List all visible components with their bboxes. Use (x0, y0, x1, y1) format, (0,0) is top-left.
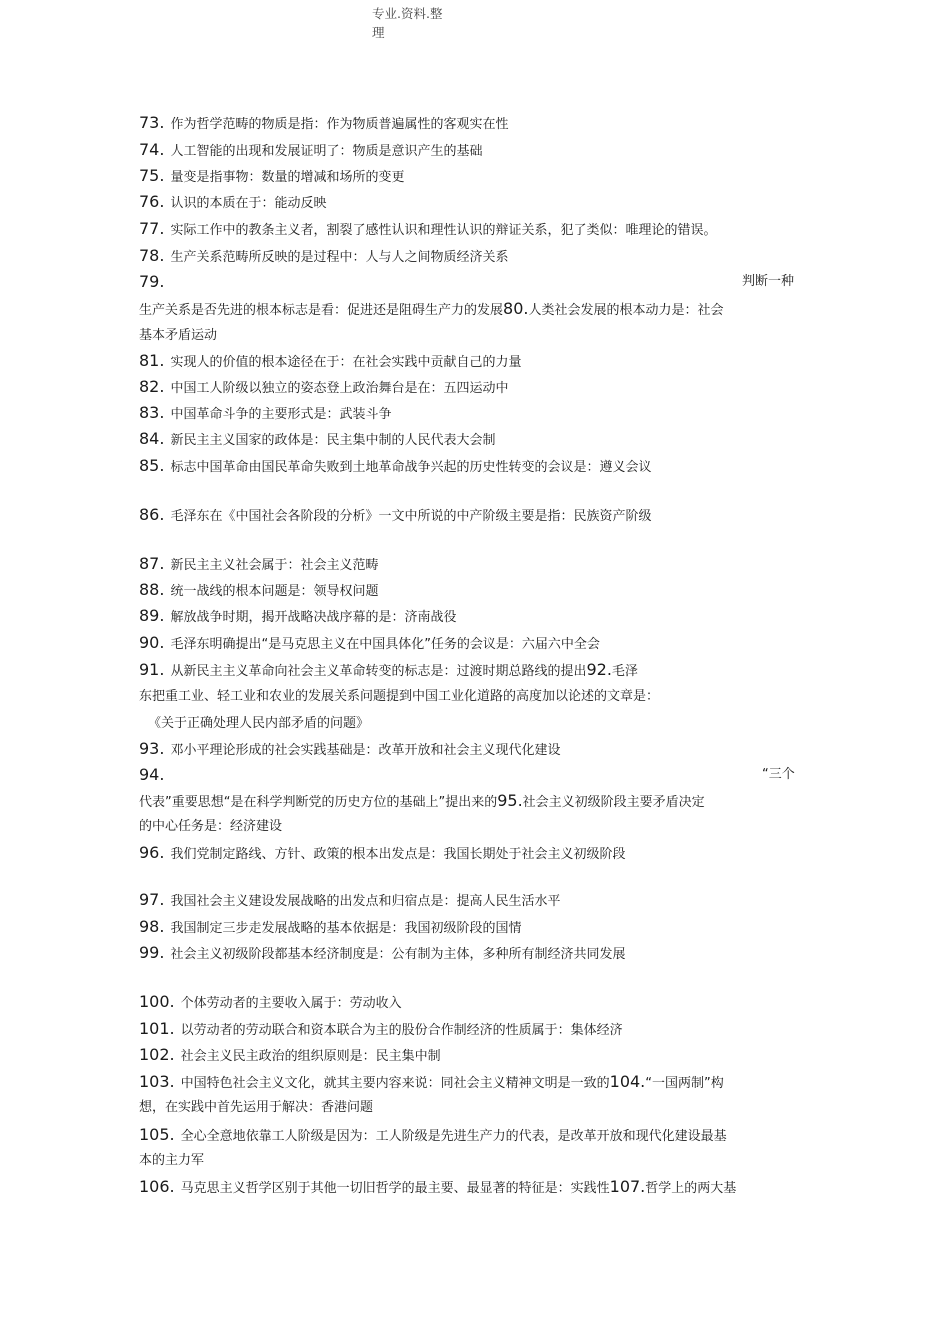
item-text: 中国革命斗争的主要形式是：武装斗争 (170, 407, 392, 422)
item-number: 86. (139, 505, 165, 524)
item-number: 84. (139, 429, 165, 448)
item-number: 104. (609, 1072, 646, 1091)
text-line (139, 1125, 727, 1147)
item-number: 87. (139, 554, 165, 573)
item-text: 标志中国革命由国民革命失败到土地革命战争兴起的历史性转变的会议是：遵义会议 (170, 460, 652, 475)
item-text: 邓小平理论形成的社会实践基础是：改革开放和社会主义现代化建设 (170, 743, 561, 758)
item-text: 代表”重要思想“是在科学判断党的历史方位的基础上”提出来的 (139, 795, 498, 810)
item-number: 98. (139, 917, 165, 936)
text-line (139, 606, 456, 628)
text-line (139, 429, 495, 451)
text-line (139, 505, 651, 527)
text-line (139, 326, 217, 346)
item-text: 个体劳动者的主要收入属于：劳动收入 (180, 996, 402, 1011)
text-line (139, 817, 282, 837)
item-text: 作为哲学范畴的物质是指：作为物质普遍属性的客观实在性 (170, 117, 509, 132)
item-text: 新民主主义社会属于：社会主义范畴 (170, 558, 379, 573)
item-number: 105. (139, 1125, 175, 1144)
item-number: 73. (139, 113, 165, 132)
item-number: 94. (139, 765, 165, 784)
text-line (139, 246, 508, 268)
item-number: 76. (139, 192, 165, 211)
text-line (139, 1072, 724, 1094)
item-text: 社会主义民主政治的组织原则是：民主集中制 (180, 1049, 441, 1064)
item-text: 毛泽东在《中国社会各阶段的分析》一文中所说的中产阶级主要是指：民族资产阶级 (170, 509, 652, 524)
item-number: 106. (139, 1177, 175, 1196)
text-line (139, 1098, 373, 1118)
item-text: 想，在实践中首先运用于解决：香港问题 (139, 1100, 374, 1115)
item-text: 的中心任务是：经济建设 (139, 819, 283, 834)
item-text: 《关于正确处理人民内部矛盾的问题》 (148, 716, 370, 731)
text-line (139, 890, 560, 912)
item-text: 哲学上的两大基 (645, 1181, 737, 1196)
item-text: 我们党制定路线、方针、政策的根本出发点是：我国长期处于社会主义初级阶段 (170, 847, 626, 862)
text-line (139, 377, 508, 399)
text-line (139, 739, 560, 761)
text-line (139, 633, 600, 655)
item-number: 78. (139, 246, 165, 265)
text-line (139, 192, 326, 214)
text-line (139, 765, 170, 787)
item-number: 83. (139, 403, 165, 422)
item-text: 实际工作中的教条主义者，割裂了感性认识和理性认识的辩证关系，犯了类似：唯理论的错误。 (170, 223, 717, 238)
item-text: 人工智能的出现和发展证明了：物质是意识产生的基础 (170, 144, 483, 159)
header-text-line2: 理 (372, 25, 385, 40)
item-text: 生产关系范畴所反映的是过程中：人与人之间物质经济关系 (170, 250, 509, 265)
text-line (139, 1019, 623, 1041)
item-number: 82. (139, 377, 165, 396)
page-header (372, 4, 462, 42)
text-line (148, 714, 369, 734)
text-line (139, 943, 625, 965)
item-number: 92. (586, 660, 612, 679)
item-text: 人类社会发展的根本动力是：社会 (528, 303, 724, 318)
item-text: “一国两制”构 (645, 1076, 724, 1091)
item-text: 生产关系是否先进的根本标志是看：促进还是阻碍生产力的发展 (139, 303, 504, 318)
item-number: 79. (139, 272, 165, 291)
item-number: 95. (497, 791, 523, 810)
item-number: 80. (503, 299, 529, 318)
text-line (139, 554, 378, 576)
item-text: 毛泽东明确提出“是马克思主义在中国具体化”任务的会议是：六届六中全会 (170, 637, 600, 652)
item-text: 以劳动者的劳动联合和资本联合为主的股份合作制经济的性质属于：集体经济 (180, 1023, 623, 1038)
item-number: 91. (139, 660, 165, 679)
text-line (139, 140, 482, 162)
text-line (139, 1045, 441, 1067)
item-text: 量变是指事物：数量的增减和场所的变更 (170, 170, 405, 185)
item-number: 75. (139, 166, 165, 185)
text-line (139, 456, 651, 478)
item-number: 77. (139, 219, 165, 238)
text-line (139, 917, 521, 939)
item-number: 103. (139, 1072, 175, 1091)
item-text: 毛泽 (611, 664, 638, 679)
item-text: 马克思主义哲学区别于其他一切旧哲学的最主要、最显著的特征是：实践性 (180, 1181, 610, 1196)
item-text: 我国社会主义建设发展战略的出发点和归宿点是：提高人民生活水平 (170, 894, 561, 909)
item-text: 中国工人阶级以独立的姿态登上政治舞台是在：五四运动中 (170, 381, 509, 396)
item-text: 本的主力军 (139, 1153, 205, 1168)
item-text: 实现人的价值的根本途径在于：在社会实践中贡献自己的力量 (170, 355, 522, 370)
item-text: 新民主主义国家的政体是：民主集中制的人民代表大会制 (170, 433, 496, 448)
text-line (139, 1177, 736, 1199)
text-line (139, 992, 402, 1014)
header-text-line1: 专业.资料.整 (372, 6, 443, 21)
item-text: 解放战争时期，揭开战略决战序幕的是：济南战役 (170, 610, 457, 625)
item-text: 统一战线的根本问题是：领导权问题 (170, 584, 379, 599)
item-number: 81. (139, 351, 165, 370)
item-text: 中国特色社会主义文化，就其主要内容来说：同社会主义精神文明是一致的 (180, 1076, 610, 1091)
text-line (139, 1151, 204, 1171)
item-number: 93. (139, 739, 165, 758)
text-line (139, 403, 391, 425)
item-number: 100. (139, 992, 175, 1011)
item-text: 社会主义初级阶段都基本经济制度是：公有制为主体，多种所有制经济共同发展 (170, 947, 626, 962)
text-line (139, 166, 404, 188)
text-line (139, 113, 508, 135)
item-text: 从新民主主义革命向社会主义革命转变的标志是：过渡时期总路线的提出 (170, 664, 587, 679)
text-line (139, 843, 625, 865)
item-number: 90. (139, 633, 165, 652)
text-line (139, 351, 521, 373)
text-line (139, 580, 378, 602)
item-number: 97. (139, 890, 165, 909)
text-line (139, 272, 170, 294)
text-line (139, 660, 638, 682)
item-number: 101. (139, 1019, 175, 1038)
item-text: 认识的本质在于：能动反映 (170, 196, 327, 211)
item-text: 东把重工业、轻工业和农业的发展关系问题提到中国工业化道路的高度加以论述的文章是： (139, 689, 660, 704)
item-text: 社会主义初级阶段主要矛盾决定 (522, 795, 705, 810)
item-number: 102. (139, 1045, 175, 1064)
item-text: 我国制定三步走发展战略的基本依据是：我国初级阶段的国情 (170, 921, 522, 936)
item-text: 全心全意地依靠工人阶级是因为：工人阶级是先进生产力的代表，是改革开放和现代化建设最基 (180, 1129, 727, 1144)
item-number: 99. (139, 943, 165, 962)
item-text: 基本矛盾运动 (139, 328, 218, 343)
item-text-right: 判断一种 (742, 274, 795, 289)
item-text-right: “三个 (762, 767, 795, 782)
item-number: 74. (139, 140, 165, 159)
text-line (139, 687, 659, 707)
item-number: 89. (139, 606, 165, 625)
item-number: 96. (139, 843, 165, 862)
text-line (139, 299, 723, 321)
text-line (139, 791, 705, 813)
item-number: 107. (609, 1177, 646, 1196)
item-number: 88. (139, 580, 165, 599)
text-line (139, 219, 716, 241)
item-number: 85. (139, 456, 165, 475)
